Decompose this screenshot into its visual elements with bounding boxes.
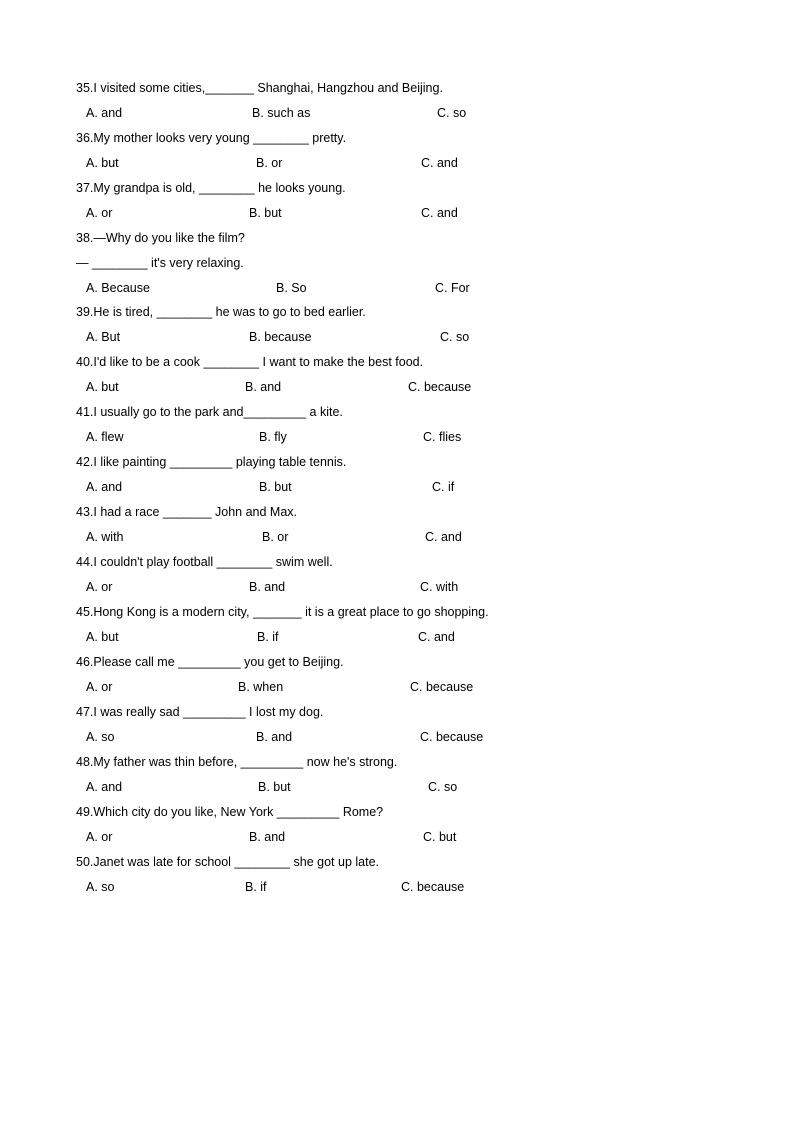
options-row bbox=[0, 577, 794, 597]
option-b: B. if bbox=[257, 630, 279, 644]
option-b: B. if bbox=[245, 880, 267, 894]
options-row bbox=[0, 327, 794, 347]
question-stem: 46.Please call me _________ you get to Beijing. bbox=[76, 655, 344, 669]
option-b: B. and bbox=[249, 830, 286, 844]
options-row bbox=[0, 727, 794, 747]
option-c: C. if bbox=[432, 480, 455, 494]
options-row bbox=[0, 627, 794, 647]
option-c: C. because bbox=[420, 730, 484, 744]
option-a: A. or bbox=[86, 580, 113, 594]
option-b: B. and bbox=[256, 730, 293, 744]
option-c: C. with bbox=[420, 580, 459, 594]
option-c: C. and bbox=[421, 156, 458, 170]
option-c: C. because bbox=[408, 380, 472, 394]
option-a: A. and bbox=[86, 106, 123, 120]
options-row bbox=[0, 477, 794, 497]
option-b: B. but bbox=[249, 206, 282, 220]
option-b: B. fly bbox=[259, 430, 287, 444]
options-row bbox=[0, 203, 794, 223]
option-a: A. but bbox=[86, 630, 119, 644]
question-stem: 35.I visited some cities,_______ Shanghai, Hangzhou and Beijing. bbox=[76, 81, 443, 95]
option-c: C. and bbox=[418, 630, 455, 644]
option-b: B. and bbox=[245, 380, 282, 394]
question-stem: 50.Janet was late for school ________ she got up late. bbox=[76, 855, 379, 869]
question-stem: 42.I like painting _________ playing table tennis. bbox=[76, 455, 347, 469]
options-row bbox=[0, 677, 794, 697]
question-stem: 39.He is tired, ________ he was to go to bed earlier. bbox=[76, 305, 366, 319]
question-stem: 45.Hong Kong is a modern city, _______ it is a great place to go shopping. bbox=[76, 605, 489, 619]
option-c: C. and bbox=[421, 206, 458, 220]
option-b: B. such as bbox=[252, 106, 311, 120]
option-a: A. or bbox=[86, 680, 113, 694]
question-stem: 38.—Why do you like the film? bbox=[76, 231, 245, 245]
option-c: C. so bbox=[440, 330, 470, 344]
question-stem: 41.I usually go to the park and_________ a kite. bbox=[76, 405, 343, 419]
option-c: C. because bbox=[401, 880, 465, 894]
option-c: C. but bbox=[423, 830, 457, 844]
options-row bbox=[0, 103, 794, 123]
question-stem: 37.My grandpa is old, ________ he looks young. bbox=[76, 181, 346, 195]
options-row bbox=[0, 377, 794, 397]
option-a: A. or bbox=[86, 830, 113, 844]
option-b: B. and bbox=[249, 580, 286, 594]
option-b: B. So bbox=[276, 281, 307, 295]
option-a: A. But bbox=[86, 330, 121, 344]
option-b: B. or bbox=[262, 530, 289, 544]
option-b: B. or bbox=[256, 156, 283, 170]
option-a: A. but bbox=[86, 156, 119, 170]
option-c: C. because bbox=[410, 680, 474, 694]
question-stem: 43.I had a race _______ John and Max. bbox=[76, 505, 297, 519]
question-stem: 44.I couldn't play football ________ swim well. bbox=[76, 555, 333, 569]
question-dialogue-line: — ________ it's very relaxing. bbox=[76, 256, 244, 270]
option-c: C. so bbox=[437, 106, 467, 120]
option-b: B. but bbox=[258, 780, 291, 794]
option-c: C. and bbox=[425, 530, 462, 544]
option-b: B. but bbox=[259, 480, 292, 494]
option-a: A. flew bbox=[86, 430, 124, 444]
option-c: C. flies bbox=[423, 430, 462, 444]
options-row bbox=[0, 427, 794, 447]
option-a: A. and bbox=[86, 780, 123, 794]
option-b: B. when bbox=[238, 680, 284, 694]
question-stem: 48.My father was thin before, _________ now he's strong. bbox=[76, 755, 398, 769]
question-stem: 36.My mother looks very young ________ pretty. bbox=[76, 131, 347, 145]
option-c: C. For bbox=[435, 281, 470, 295]
option-a: A. and bbox=[86, 480, 123, 494]
option-a: A. or bbox=[86, 206, 113, 220]
option-a: A. but bbox=[86, 380, 119, 394]
question-stem: 40.I'd like to be a cook ________ I want to make the best food. bbox=[76, 355, 424, 369]
option-b: B. because bbox=[249, 330, 312, 344]
question-stem: 47.I was really sad _________ I lost my dog. bbox=[76, 705, 324, 719]
option-a: A. so bbox=[86, 730, 115, 744]
option-a: A. with bbox=[86, 530, 124, 544]
option-a: A. Because bbox=[86, 281, 150, 295]
options-row bbox=[0, 777, 794, 797]
option-a: A. so bbox=[86, 880, 115, 894]
options-row bbox=[0, 153, 794, 173]
options-row bbox=[0, 877, 794, 897]
options-row bbox=[0, 827, 794, 847]
options-row bbox=[0, 278, 794, 298]
options-row bbox=[0, 527, 794, 547]
question-stem: 49.Which city do you like, New York _________ Rome? bbox=[76, 805, 384, 819]
option-c: C. so bbox=[428, 780, 458, 794]
